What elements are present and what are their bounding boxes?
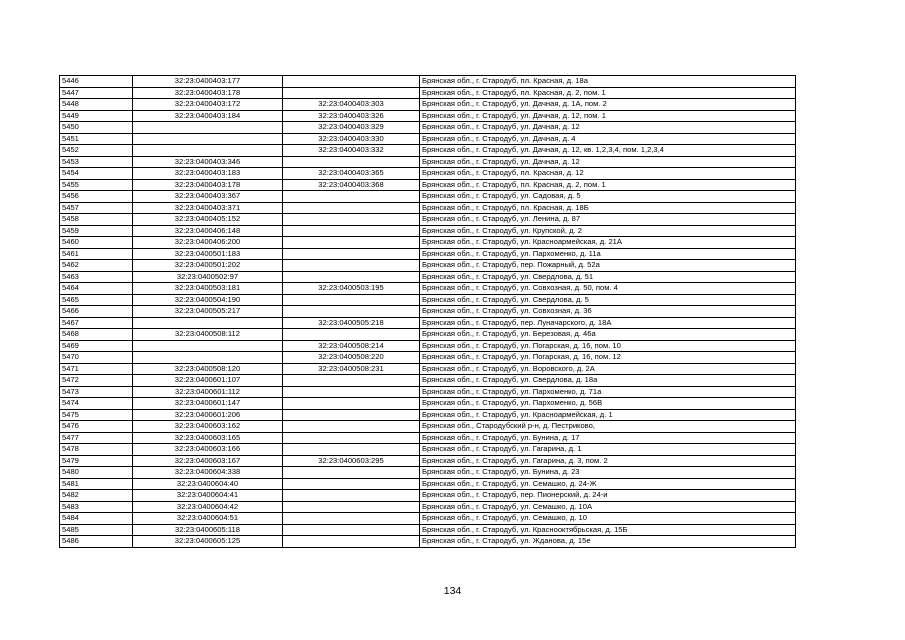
row-number-cell: 5456 [60, 191, 133, 203]
row-number-cell: 5459 [60, 225, 133, 237]
row-number-cell: 5449 [60, 110, 133, 122]
address-cell: Брянская обл., г. Стародуб, ул. Гагарина, д. 3, пом. 2 [420, 455, 796, 467]
cadastral-number-cell: 32:23:0400604:40 [133, 478, 283, 490]
related-cadastral-number-cell: 32:23:0400508:231 [283, 363, 420, 375]
table-row [60, 133, 796, 145]
related-cadastral-number-cell [283, 156, 420, 168]
cadastral-number-cell: 32:23:0400403:346 [133, 156, 283, 168]
address-cell: Брянская обл., г. Стародуб, ул. Дачная, д. 12 [420, 156, 796, 168]
address-cell: Брянская обл., г. Стародуб, ул. Жданова, д. 15е [420, 536, 796, 548]
row-number-cell: 5448 [60, 99, 133, 111]
cadastral-number-cell [133, 352, 283, 364]
table-row [60, 409, 796, 421]
address-cell: Брянская обл., г. Стародуб, ул. Бунина, д. 23 [420, 467, 796, 479]
address-cell: Брянская обл., г. Стародуб, ул. Погарская, д. 16, пом. 12 [420, 352, 796, 364]
cadastral-number-cell: 32:23:0400403:371 [133, 202, 283, 214]
row-number-cell: 5479 [60, 455, 133, 467]
table-row [60, 340, 796, 352]
row-number-cell: 5463 [60, 271, 133, 283]
table-row [60, 375, 796, 387]
table-row [60, 99, 796, 111]
cadastral-number-cell: 32:23:0400604:41 [133, 490, 283, 502]
cadastral-number-cell [133, 133, 283, 145]
row-number-cell: 5460 [60, 237, 133, 249]
row-number-cell: 5447 [60, 87, 133, 99]
table-row [60, 214, 796, 226]
row-number-cell: 5468 [60, 329, 133, 341]
property-register-table [59, 75, 796, 548]
related-cadastral-number-cell [283, 398, 420, 410]
row-number-cell: 5464 [60, 283, 133, 295]
row-number-cell: 5478 [60, 444, 133, 456]
table-row [60, 467, 796, 479]
address-cell: Брянская обл., г. Стародуб, пл. Красная, д. 2, пом. 1 [420, 87, 796, 99]
cadastral-number-cell: 32:23:0400601:147 [133, 398, 283, 410]
table-row [60, 237, 796, 249]
table-row [60, 329, 796, 341]
table-row [60, 179, 796, 191]
page-number: 134 [443, 585, 462, 597]
address-cell: Брянская обл., г. Стародуб, ул. Дачная, д. 12 [420, 122, 796, 134]
address-cell: Брянская обл., г. Стародуб, ул. Краснооктябрьская, д. 15Б [420, 524, 796, 536]
address-cell: Брянская обл., г. Стародуб, ул. Дачная, д. 1А, пом. 2 [420, 99, 796, 111]
related-cadastral-number-cell [283, 248, 420, 260]
address-cell: Брянская обл., г. Стародуб, ул. Бунина, д. 17 [420, 432, 796, 444]
cadastral-number-cell: 32:23:0400604:42 [133, 501, 283, 513]
address-cell: Брянская обл., г. Стародуб, ул. Семашко, д. 24-Ж [420, 478, 796, 490]
cadastral-number-cell: 32:23:0400403:367 [133, 191, 283, 203]
related-cadastral-number-cell: 32:23:0400403:303 [283, 99, 420, 111]
related-cadastral-number-cell [283, 467, 420, 479]
table-row [60, 191, 796, 203]
cadastral-number-cell [133, 340, 283, 352]
related-cadastral-number-cell: 32:23:0400503:195 [283, 283, 420, 295]
address-cell: Брянская обл., г. Стародуб, ул. Дачная, д. 12, кв. 1,2,3,4, пом. 1,2,3,4 [420, 145, 796, 157]
row-number-cell: 5455 [60, 179, 133, 191]
table-row [60, 122, 796, 134]
cadastral-number-cell: 32:23:0400501:183 [133, 248, 283, 260]
related-cadastral-number-cell [283, 478, 420, 490]
table-row [60, 536, 796, 548]
cadastral-number-cell: 32:23:0400604:338 [133, 467, 283, 479]
table-row [60, 513, 796, 525]
table-row [60, 432, 796, 444]
related-cadastral-number-cell [283, 87, 420, 99]
address-cell: Брянская обл., г. Стародуб, ул. Совхозная, д. 50, пом. 4 [420, 283, 796, 295]
related-cadastral-number-cell [283, 191, 420, 203]
row-number-cell: 5472 [60, 375, 133, 387]
table-row [60, 294, 796, 306]
row-number-cell: 5484 [60, 513, 133, 525]
related-cadastral-number-cell [283, 432, 420, 444]
cadastral-number-cell: 32:23:0400403:177 [133, 76, 283, 88]
table-row [60, 156, 796, 168]
cadastral-number-cell: 32:23:0400603:162 [133, 421, 283, 433]
address-cell: Брянская обл., г. Стародуб, ул. Пархоменко, д. 11а [420, 248, 796, 260]
table-row [60, 478, 796, 490]
row-number-cell: 5477 [60, 432, 133, 444]
address-cell: Брянская обл., г. Стародуб, пл. Красная, д. 18а [420, 76, 796, 88]
table-row [60, 306, 796, 318]
related-cadastral-number-cell: 32:23:0400505:218 [283, 317, 420, 329]
table-row [60, 501, 796, 513]
related-cadastral-number-cell: 32:23:0400603:295 [283, 455, 420, 467]
related-cadastral-number-cell [283, 306, 420, 318]
address-cell: Брянская обл., г. Стародуб, пер. Луначарского, д. 18А [420, 317, 796, 329]
cadastral-number-cell: 32:23:0400405:152 [133, 214, 283, 226]
table-row [60, 110, 796, 122]
address-cell: Брянская обл., г. Стародуб, пл. Красная, д. 2, пом. 1 [420, 179, 796, 191]
related-cadastral-number-cell [283, 237, 420, 249]
cadastral-number-cell: 32:23:0400604:51 [133, 513, 283, 525]
cadastral-number-cell: 32:23:0400406:200 [133, 237, 283, 249]
address-cell: Брянская обл., г. Стародуб, ул. Ленина, д. 87 [420, 214, 796, 226]
related-cadastral-number-cell [283, 375, 420, 387]
related-cadastral-number-cell [283, 260, 420, 272]
related-cadastral-number-cell [283, 421, 420, 433]
cadastral-number-cell: 32:23:0400504:190 [133, 294, 283, 306]
address-cell: Брянская обл., г. Стародуб, ул. Красноармейская, д. 21А [420, 237, 796, 249]
address-cell: Брянская обл., г. Стародуб, ул. Свердлова, д. 5 [420, 294, 796, 306]
related-cadastral-number-cell: 32:23:0400403:326 [283, 110, 420, 122]
cadastral-number-cell: 32:23:0400501:202 [133, 260, 283, 272]
address-cell: Брянская обл., г. Стародуб, ул. Семашко, д. 10А [420, 501, 796, 513]
related-cadastral-number-cell: 32:23:0400403:330 [283, 133, 420, 145]
cadastral-number-cell: 32:23:0400601:112 [133, 386, 283, 398]
row-number-cell: 5466 [60, 306, 133, 318]
row-number-cell: 5462 [60, 260, 133, 272]
table-row [60, 398, 796, 410]
related-cadastral-number-cell [283, 536, 420, 548]
address-cell: Брянская обл., г. Стародуб, пер. Пионерский, д. 24-и [420, 490, 796, 502]
row-number-cell: 5482 [60, 490, 133, 502]
table-row [60, 524, 796, 536]
row-number-cell: 5480 [60, 467, 133, 479]
row-number-cell: 5465 [60, 294, 133, 306]
table-row [60, 421, 796, 433]
row-number-cell: 5453 [60, 156, 133, 168]
cadastral-number-cell: 32:23:0400601:206 [133, 409, 283, 421]
table-row [60, 455, 796, 467]
row-number-cell: 5467 [60, 317, 133, 329]
related-cadastral-number-cell [283, 386, 420, 398]
row-number-cell: 5446 [60, 76, 133, 88]
table-row [60, 363, 796, 375]
address-cell: Брянская обл., г. Стародуб, ул. Пархоменко, д. 71а [420, 386, 796, 398]
row-number-cell: 5470 [60, 352, 133, 364]
cadastral-number-cell: 32:23:0400605:118 [133, 524, 283, 536]
row-number-cell: 5469 [60, 340, 133, 352]
row-number-cell: 5451 [60, 133, 133, 145]
table-row [60, 386, 796, 398]
related-cadastral-number-cell [283, 444, 420, 456]
cadastral-number-cell: 32:23:0400508:120 [133, 363, 283, 375]
related-cadastral-number-cell: 32:23:0400403:368 [283, 179, 420, 191]
related-cadastral-number-cell [283, 524, 420, 536]
address-cell: Брянская обл., г. Стародуб, пер. Пожарный, д. 52а [420, 260, 796, 272]
related-cadastral-number-cell: 32:23:0400403:365 [283, 168, 420, 180]
address-cell: Брянская обл., г. Стародуб, ул. Садовая, д. 5 [420, 191, 796, 203]
row-number-cell: 5458 [60, 214, 133, 226]
address-cell: Брянская обл., г. Стародуб, ул. Воровского, д. 2А [420, 363, 796, 375]
address-cell: Брянская обл., г. Стародуб, ул. Красноармейская, д. 1 [420, 409, 796, 421]
table-row [60, 145, 796, 157]
row-number-cell: 5474 [60, 398, 133, 410]
cadastral-number-cell: 32:23:0400403:178 [133, 179, 283, 191]
address-cell: Брянская обл., Стародубский р-н, д. Пестриково, [420, 421, 796, 433]
cadastral-number-cell: 32:23:0400403:183 [133, 168, 283, 180]
row-number-cell: 5452 [60, 145, 133, 157]
address-cell: Брянская обл., г. Стародуб, ул. Свердлова, д. 18а [420, 375, 796, 387]
table-row [60, 202, 796, 214]
address-cell: Брянская обл., г. Стародуб, ул. Свердлова, д. 51 [420, 271, 796, 283]
related-cadastral-number-cell [283, 202, 420, 214]
table-body [60, 76, 796, 548]
row-number-cell: 5483 [60, 501, 133, 513]
related-cadastral-number-cell: 32:23:0400403:332 [283, 145, 420, 157]
row-number-cell: 5457 [60, 202, 133, 214]
cadastral-number-cell: 32:23:0400601:107 [133, 375, 283, 387]
cadastral-number-cell: 32:23:0400603:166 [133, 444, 283, 456]
row-number-cell: 5475 [60, 409, 133, 421]
table-row [60, 317, 796, 329]
related-cadastral-number-cell: 32:23:0400508:220 [283, 352, 420, 364]
table-row [60, 260, 796, 272]
table-row [60, 283, 796, 295]
address-cell: Брянская обл., г. Стародуб, ул. Совхозная, д. 36 [420, 306, 796, 318]
related-cadastral-number-cell: 32:23:0400508:214 [283, 340, 420, 352]
address-cell: Брянская обл., г. Стародуб, ул. Крупской, д. 2 [420, 225, 796, 237]
address-cell: Брянская обл., г. Стародуб, ул. Пархоменко, д. 56В [420, 398, 796, 410]
address-cell: Брянская обл., г. Стародуб, ул. Дачная, д. 4 [420, 133, 796, 145]
table-row [60, 271, 796, 283]
related-cadastral-number-cell [283, 490, 420, 502]
cadastral-number-cell [133, 145, 283, 157]
cadastral-number-cell: 32:23:0400403:184 [133, 110, 283, 122]
cadastral-number-cell [133, 317, 283, 329]
cadastral-number-cell: 32:23:0400603:165 [133, 432, 283, 444]
cadastral-number-cell: 32:23:0400403:172 [133, 99, 283, 111]
table-row [60, 168, 796, 180]
cadastral-number-cell: 32:23:0400406:148 [133, 225, 283, 237]
table-row [60, 352, 796, 364]
related-cadastral-number-cell [283, 501, 420, 513]
cadastral-number-cell: 32:23:0400502:97 [133, 271, 283, 283]
cadastral-number-cell: 32:23:0400508:112 [133, 329, 283, 341]
related-cadastral-number-cell [283, 513, 420, 525]
related-cadastral-number-cell [283, 76, 420, 88]
row-number-cell: 5476 [60, 421, 133, 433]
address-cell: Брянская обл., г. Стародуб, ул. Погарская, д. 16, пом. 10 [420, 340, 796, 352]
table-row [60, 76, 796, 88]
cadastral-number-cell: 32:23:0400505:217 [133, 306, 283, 318]
row-number-cell: 5461 [60, 248, 133, 260]
table-row [60, 87, 796, 99]
address-cell: Брянская обл., г. Стародуб, пл. Красная, д. 12 [420, 168, 796, 180]
row-number-cell: 5454 [60, 168, 133, 180]
row-number-cell: 5485 [60, 524, 133, 536]
cadastral-number-cell: 32:23:0400403:178 [133, 87, 283, 99]
related-cadastral-number-cell: 32:23:0400403:329 [283, 122, 420, 134]
related-cadastral-number-cell [283, 271, 420, 283]
row-number-cell: 5450 [60, 122, 133, 134]
address-cell: Брянская обл., г. Стародуб, ул. Березовая, д. 46а [420, 329, 796, 341]
table-row [60, 248, 796, 260]
row-number-cell: 5471 [60, 363, 133, 375]
cadastral-number-cell: 32:23:0400603:167 [133, 455, 283, 467]
table-row [60, 444, 796, 456]
row-number-cell: 5486 [60, 536, 133, 548]
row-number-cell: 5481 [60, 478, 133, 490]
address-cell: Брянская обл., г. Стародуб, ул. Гагарина, д. 1 [420, 444, 796, 456]
related-cadastral-number-cell [283, 214, 420, 226]
address-cell: Брянская обл., г. Стародуб, пл. Красная, д. 18Б [420, 202, 796, 214]
related-cadastral-number-cell [283, 329, 420, 341]
cadastral-number-cell: 32:23:0400503:181 [133, 283, 283, 295]
address-cell: Брянская обл., г. Стародуб, ул. Семашко, д. 10 [420, 513, 796, 525]
cadastral-number-cell [133, 122, 283, 134]
related-cadastral-number-cell [283, 225, 420, 237]
row-number-cell: 5473 [60, 386, 133, 398]
related-cadastral-number-cell [283, 409, 420, 421]
address-cell: Брянская обл., г. Стародуб, ул. Дачная, д. 12, пом. 1 [420, 110, 796, 122]
cadastral-number-cell: 32:23:0400605:125 [133, 536, 283, 548]
table-row [60, 490, 796, 502]
table-row [60, 225, 796, 237]
related-cadastral-number-cell [283, 294, 420, 306]
